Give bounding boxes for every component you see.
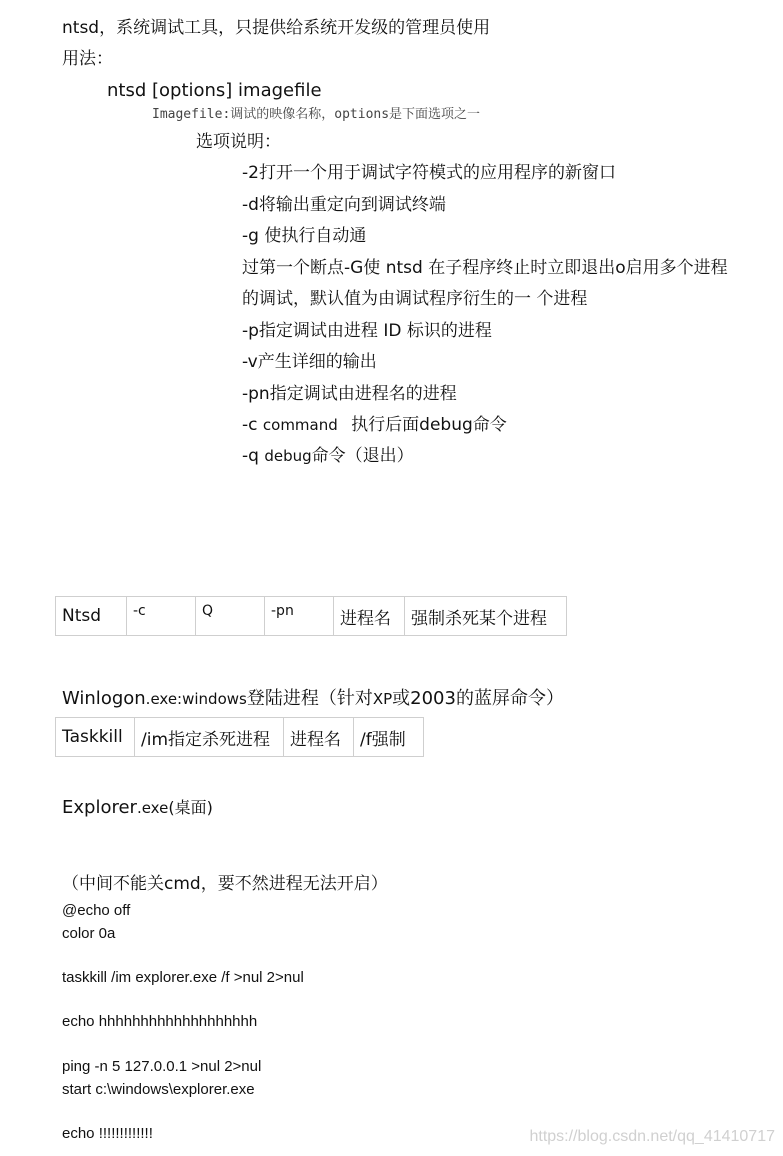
code-line: taskkill /im explorer.exe /f >nul 2>nul	[62, 969, 304, 986]
option-item: 过第一个断点-G使 ntsd 在子程序终止时立即退出o启用多个进程	[242, 258, 728, 278]
option-q-desc: 命令（退出）	[311, 446, 414, 466]
explorer-ext: .exe	[136, 799, 169, 817]
table-cell: 进程名	[284, 718, 354, 757]
table-cell: 进程名	[334, 597, 405, 636]
table-row	[56, 597, 567, 636]
cmd-note: （中间不能关cmd，要不然进程无法开启）	[62, 874, 388, 894]
winlogon-desc: 登陆进程（针对	[246, 688, 373, 709]
table-row	[56, 718, 424, 757]
option-item: -d将输出重定向到调试终端	[242, 195, 446, 215]
table-cell: /f强制	[354, 718, 424, 757]
option-q-arg: debug	[264, 447, 312, 465]
table-cell: -c	[127, 597, 196, 636]
explorer-desc: (桌面)	[168, 798, 213, 817]
table-cell: Taskkill	[56, 718, 135, 757]
table-cell: 强制杀死某个进程	[405, 597, 567, 636]
option-q-flag: -q	[242, 446, 259, 466]
winlogon-tail: 或2003的蓝屏命令）	[392, 688, 564, 709]
option-c-arg: command	[262, 416, 338, 434]
table-cell: Ntsd	[56, 597, 127, 636]
option-c-desc: 执行后面debug命令	[351, 415, 507, 435]
option-item: -p指定调试由进程 ID 标识的进程	[242, 321, 492, 341]
code-line: ping -n 5 127.0.0.1 >nul 2>nul	[62, 1058, 262, 1075]
code-line: echo !!!!!!!!!!!!!	[62, 1125, 153, 1142]
explorer-line	[62, 797, 213, 819]
syntax-note: Imagefile:调试的映像名称，options是下面选项之一	[152, 107, 481, 122]
option-item-q	[242, 446, 414, 466]
winlogon-xp: XP	[372, 690, 393, 708]
code-line: color 0a	[62, 925, 116, 942]
option-item: 的调试，默认值为由调试程序衍生的一 个进程	[242, 289, 588, 309]
option-item: -2打开一个用于调试字符模式的应用程序的新窗口	[242, 163, 616, 183]
table-cell: /im指定杀死进程	[135, 718, 284, 757]
code-line: echo hhhhhhhhhhhhhhhhhhh	[62, 1013, 258, 1030]
usage-label: 用法：	[62, 49, 113, 69]
option-item: -pn指定调试由进程名的进程	[242, 384, 457, 404]
code-line: @echo off	[62, 902, 131, 919]
winlogon-line	[62, 688, 564, 710]
explorer-name: Explorer	[62, 797, 137, 818]
intro-line: ntsd，系统调试工具，只提供给系统开发级的管理员使用	[62, 18, 491, 38]
winlogon-ext: .exe:windows	[145, 690, 247, 708]
options-title: 选项说明：	[196, 132, 281, 152]
table-cell: -pn	[265, 597, 334, 636]
option-item: -g 使执行自动通	[242, 226, 367, 246]
ntsd-table	[55, 596, 567, 636]
option-c-flag: -c	[242, 415, 258, 435]
option-item-c	[242, 415, 507, 435]
taskkill-table	[55, 717, 424, 757]
table-cell: Q	[196, 597, 265, 636]
watermark: https://blog.csdn.net/qq_41410717	[529, 1128, 775, 1145]
winlogon-name: Winlogon	[62, 688, 146, 709]
option-item: -v产生详细的输出	[242, 352, 377, 372]
code-line: start c:\windows\explorer.exe	[62, 1081, 255, 1098]
syntax-command: ntsd [options] imagefile	[107, 80, 322, 101]
